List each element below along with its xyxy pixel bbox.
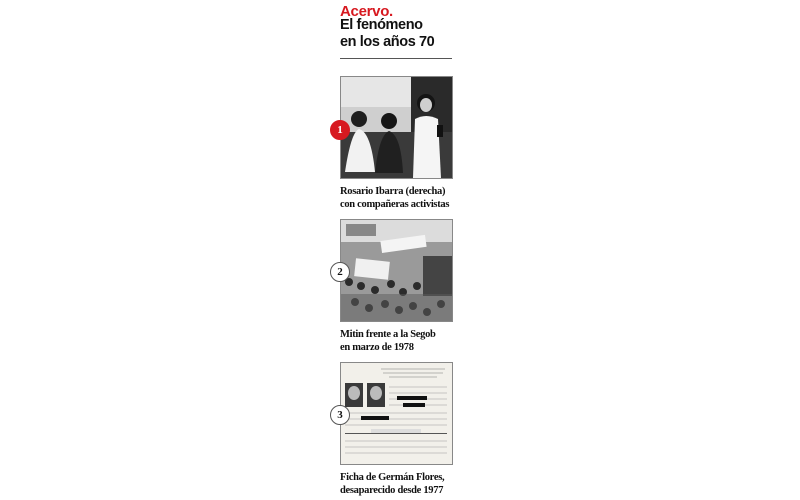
protest-crowd-photo-icon bbox=[341, 220, 452, 321]
photo-protest bbox=[340, 219, 453, 322]
photo-activists bbox=[340, 76, 453, 179]
caption-line-2: con compañeras activistas bbox=[340, 199, 450, 210]
three-women-seated-photo-icon bbox=[341, 77, 452, 178]
item-number-badge: 3 bbox=[330, 405, 350, 425]
section-kicker: Acervo. bbox=[340, 3, 393, 20]
header-divider bbox=[340, 58, 452, 59]
police-record-document-icon bbox=[341, 363, 452, 464]
caption-line-1: Ficha de Germán Flores, bbox=[340, 472, 445, 483]
photo-caption bbox=[340, 185, 458, 211]
photo-caption bbox=[340, 471, 458, 497]
caption-line-2: desaparecido desde 1977 bbox=[340, 485, 444, 496]
caption-line-1: Rosario Ibarra (derecha) bbox=[340, 186, 446, 197]
caption-line-2: en marzo de 1978 bbox=[340, 342, 414, 353]
page-title bbox=[340, 17, 460, 51]
photo-record bbox=[340, 362, 453, 465]
item-number-badge: 1 bbox=[330, 120, 350, 140]
caption-line-1: Mitin frente a la Segob bbox=[340, 329, 436, 340]
photo-caption bbox=[340, 328, 458, 354]
title-line-1: El fenómeno bbox=[340, 17, 423, 33]
item-number-badge: 2 bbox=[330, 262, 350, 282]
title-line-2: en los años 70 bbox=[340, 34, 435, 50]
